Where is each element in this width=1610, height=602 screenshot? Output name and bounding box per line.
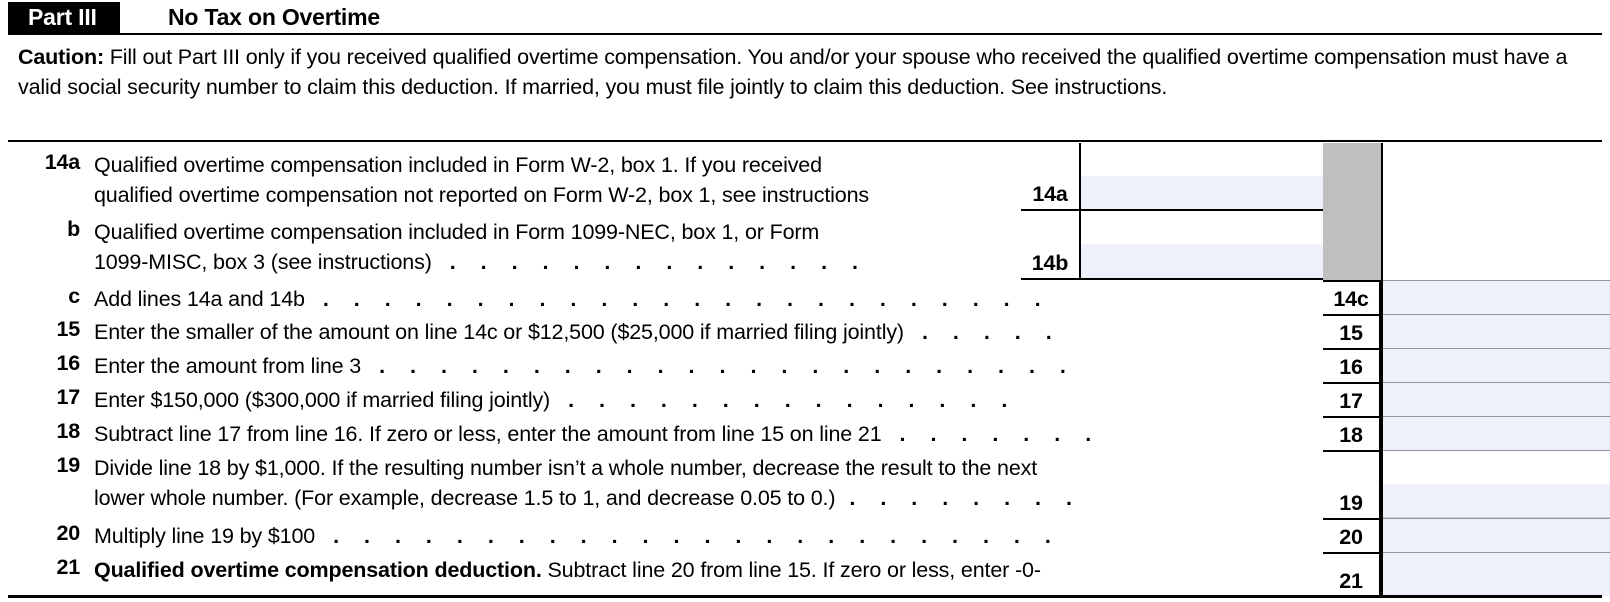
- line-box-label-17: 17: [1323, 382, 1381, 416]
- line-number-14a: 14a: [44, 150, 80, 174]
- line-number-18: 18: [56, 419, 80, 443]
- amount-input-18[interactable]: [1383, 416, 1610, 450]
- line-number-20: 20: [56, 521, 80, 545]
- part-header: [8, 2, 1602, 34]
- form-bottom-rule: [8, 595, 1602, 598]
- line-box-label-16: 16: [1323, 348, 1381, 382]
- line-text-21-rest: Subtract line 20 from line 15. If zero or less, enter -0-: [541, 558, 1041, 582]
- caution-text: Fill out Part III only if you received qualified overtime compensation. You and/or your spouse who received the qualified overtime compensation must have a valid social security number to claim this deduction. If married, you must file jointly to claim this deduction. See instructions.: [18, 45, 1568, 99]
- caution-label: Caution:: [18, 45, 104, 69]
- line-box-label-21: 21: [1323, 552, 1381, 596]
- line-text-20: Multiply line 19 by $100 . . . . . . . . . . . . . . . . . . . . . . . .: [94, 524, 1061, 548]
- amount-input-14a-fill: [1081, 176, 1323, 211]
- caution-divider-rule: [8, 140, 1602, 142]
- dot-leader-19: . . . . . . . .: [849, 486, 1082, 510]
- line-text-18: Subtract line 17 from line 16. If zero or less, enter the amount from line 15 on line 21 . . . . . . .: [94, 422, 1101, 446]
- line-number-19: 19: [56, 453, 80, 477]
- amount-input-16[interactable]: [1383, 348, 1610, 382]
- line-box-label-20: 20: [1323, 518, 1381, 552]
- line-box-label-18: 18: [1323, 416, 1381, 450]
- gray-spacer-block: [1323, 143, 1383, 280]
- line-text-14b-2: 1099-MISC, box 3 (see instructions) . . . . . . . . . . . . . .: [94, 250, 868, 274]
- line-box-label-14c: 14c: [1323, 280, 1381, 314]
- line-text-15: Enter the smaller of the amount on line 14c or $12,500 ($25,000 if married filing jointly) . . . . .: [94, 320, 1062, 344]
- line-text-21-bold: Qualified overtime compensation deduction.: [94, 558, 542, 582]
- line-box-label-14b: 14b: [1021, 211, 1081, 279]
- dot-leader-14c: . . . . . . . . . . . . . . . . . . . . . . . .: [322, 287, 1051, 311]
- dot-leader-15: . . . . .: [921, 320, 1062, 344]
- dot-leader-16: . . . . . . . . . . . . . . . . . . . . . . .: [379, 354, 1076, 378]
- line-text-14a-1: Qualified overtime compensation included in Form W-2, box 1. If you received: [94, 153, 822, 177]
- line-number-15: 15: [56, 317, 80, 341]
- line-number-17: 17: [56, 385, 80, 409]
- line-text-21: [94, 555, 1041, 585]
- header-divider-rule: [8, 33, 1602, 35]
- line-box-label-14a: 14a: [1021, 143, 1081, 210]
- amount-input-15[interactable]: [1383, 314, 1610, 348]
- line-box-label-19: 19: [1323, 450, 1381, 518]
- part-title: No Tax on Overtime: [168, 4, 380, 30]
- amount-input-14b-fill: [1081, 244, 1323, 279]
- divider-below-14b: [1021, 278, 1323, 280]
- amount-input-14c[interactable]: [1383, 280, 1610, 314]
- amount-input-14a[interactable]: [1081, 143, 1323, 210]
- amount-input-20[interactable]: [1383, 518, 1610, 552]
- dot-leader-20: . . . . . . . . . . . . . . . . . . . . . . . .: [333, 524, 1061, 548]
- line-number-21: 21: [56, 555, 80, 579]
- dot-leader-17: . . . . . . . . . . . . . . .: [568, 388, 1017, 412]
- line-box-label-15: 15: [1323, 314, 1381, 348]
- line-text-14a-2: qualified overtime compensation not reported on Form W-2, box 1, see instructions: [94, 183, 869, 207]
- line-number-16: 16: [56, 351, 80, 375]
- line-number-14b: b: [67, 217, 80, 241]
- line-text-14b-1: Qualified overtime compensation included in Form 1099-NEC, box 1, or Form: [94, 220, 820, 244]
- amount-input-14b[interactable]: [1081, 211, 1323, 279]
- caution-paragraph: [18, 42, 1578, 102]
- line-text-19-1: Divide line 18 by $1,000. If the resulting number isn’t a whole number, decrease the result to the next: [94, 456, 1038, 480]
- amount-input-21[interactable]: [1383, 552, 1610, 596]
- amount-input-17[interactable]: [1383, 382, 1610, 416]
- part-number-badge: Part III: [8, 2, 120, 33]
- dot-leader-14b: . . . . . . . . . . . . . .: [449, 250, 868, 274]
- line-text-17: Enter $150,000 ($300,000 if married filing jointly) . . . . . . . . . . . . . . .: [94, 388, 1017, 412]
- line-number-14c: c: [68, 284, 80, 308]
- line-text-16: Enter the amount from line 3 . . . . . . . . . . . . . . . . . . . . . . .: [94, 354, 1076, 378]
- amount-input-19[interactable]: [1383, 450, 1610, 518]
- line-text-14c: Add lines 14a and 14b . . . . . . . . . . . . . . . . . . . . . . . .: [94, 287, 1051, 311]
- line-text-19-2: lower whole number. (For example, decrease 1.5 to 1, and decrease 0.05 to 0.) . . . . . . . .: [94, 486, 1082, 510]
- dot-leader-18: . . . . . . .: [899, 422, 1101, 446]
- amount-input-19-fill: [1383, 484, 1610, 519]
